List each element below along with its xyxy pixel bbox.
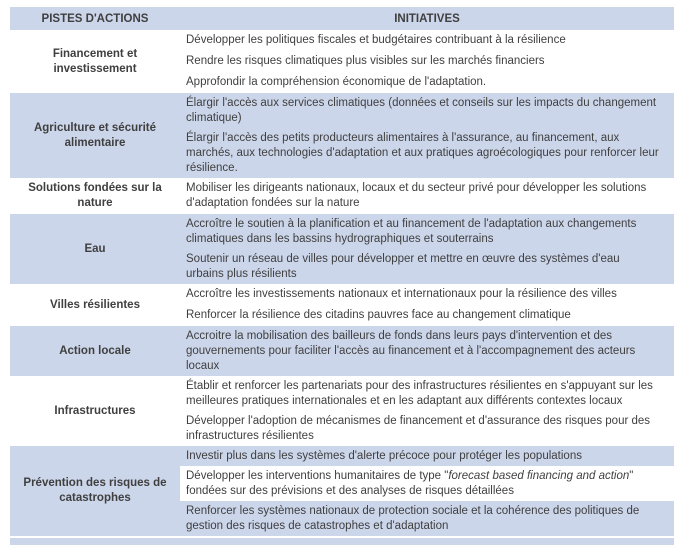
initiative-text: Établir et renforcer les partenariats pour des infrastructures résilientes en s'appuyant sur les meilleures pratiques internationales et en les adaptant aux différents contextes locaux: [186, 379, 653, 407]
category-solutions-nature: Solutions fondées sur la nature: [28, 182, 162, 209]
initiative-text: Renforcer les systèmes nationaux de protection sociale et la cohérence des politiques de gestion des risques de catastrophes et d'adaptation: [180, 501, 674, 536]
row-solutions-nature: [10, 178, 674, 214]
initiatives-prevention-catastrophes: [180, 446, 674, 536]
initiative-text: Élargir l'accès des petits producteurs alimentaires à l'assurance, au financement, aux marchés, aux technologies d'adaptation et aux pratiques agroécologiques pour renforcer leur résilience.: [180, 128, 674, 178]
initiative-text: Investir plus dans les systèmes d'alerte précoce pour protéger les populations: [180, 446, 674, 466]
header-initiatives: INITIATIVES: [394, 12, 460, 25]
initiative-text-with-italic: [180, 466, 674, 501]
initiative-text: Accroître les investissements nationaux et internationaux pour la résilience des villes: [186, 288, 617, 300]
initiatives-eau: [180, 214, 674, 284]
category-agriculture: Agriculture et sécurité alimentaire: [10, 93, 180, 178]
initiative-text-prefix: Développer les interventions humanitaires de type ": [186, 469, 449, 482]
initiative-text-italic: forecast based financing and action: [448, 469, 630, 482]
initiative-text: Développer l'adoption de mécanismes de financement et d'assurance des risques pour des infrastructures résilientes: [186, 414, 651, 442]
actions-initiatives-table: [10, 7, 674, 545]
row-eau: [10, 214, 674, 284]
row-villes-resilientes: [10, 284, 674, 326]
row-agriculture: [10, 93, 674, 178]
initiative-text: Développer les politiques fiscales et budgétaires contribuant à la résilience: [186, 34, 566, 46]
category-prevention-catastrophes: Prévention des risques de catastrophes: [10, 446, 180, 536]
table-header-row: [10, 7, 674, 30]
initiative-text: Rendre les risques climatiques plus visibles sur les marchés financiers: [186, 55, 545, 67]
initiative-text: Soutenir un réseau de villes pour développer et mettre en œuvre des systèmes d'eau urbains plus résilients: [180, 249, 674, 284]
category-infrastructures: Infrastructures: [54, 404, 136, 417]
initiative-text: Approfondir la compréhension économique de l'adaptation.: [186, 76, 487, 88]
row-prevention-catastrophes: [10, 446, 674, 536]
initiatives-agriculture: [180, 93, 674, 178]
initiative-text: Accroître le soutien à la planification et au financement de l'adaptation aux changements climatiques dans les bassins hydrographiques et souterrains: [180, 214, 674, 249]
initiative-text: Accroitre la mobilisation des bailleurs de fonds dans leurs pays d'intervention et des gouvernements pour faciliter l'accès au financement et à l'accompagnement des acteurs locaux: [180, 326, 674, 376]
initiative-text-suffix: " fondées sur des prévisions et des analyses de risques détaillées: [186, 469, 634, 497]
initiative-text: Élargir l'accès aux services climatiques (données et conseils sur les impacts du changement climatique): [180, 93, 674, 128]
row-financement: [10, 30, 674, 93]
initiatives-infrastructures: [180, 376, 674, 446]
category-villes-resilientes: Villes résilientes: [50, 298, 140, 311]
initiatives-solutions-nature: [180, 178, 674, 214]
row-infrastructures: [10, 376, 674, 446]
category-eau: Eau: [10, 214, 180, 284]
initiatives-villes-resilientes: [180, 284, 674, 326]
header-pistes-actions: PISTES D'ACTIONS: [41, 12, 149, 25]
initiative-text: Renforcer la résilience des citadins pauvres face au changement climatique: [186, 309, 571, 321]
category-action-locale: Action locale: [10, 326, 180, 376]
initiative-text: Mobiliser les dirigeants nationaux, locaux et du secteur privé pour développer les solutions d'adaptation fondées sur la nature: [186, 182, 647, 209]
row-action-locale: [10, 326, 674, 376]
initiatives-financement: [180, 30, 674, 93]
initiatives-action-locale: [180, 326, 674, 376]
category-financement: Financement et investissement: [52, 47, 138, 75]
